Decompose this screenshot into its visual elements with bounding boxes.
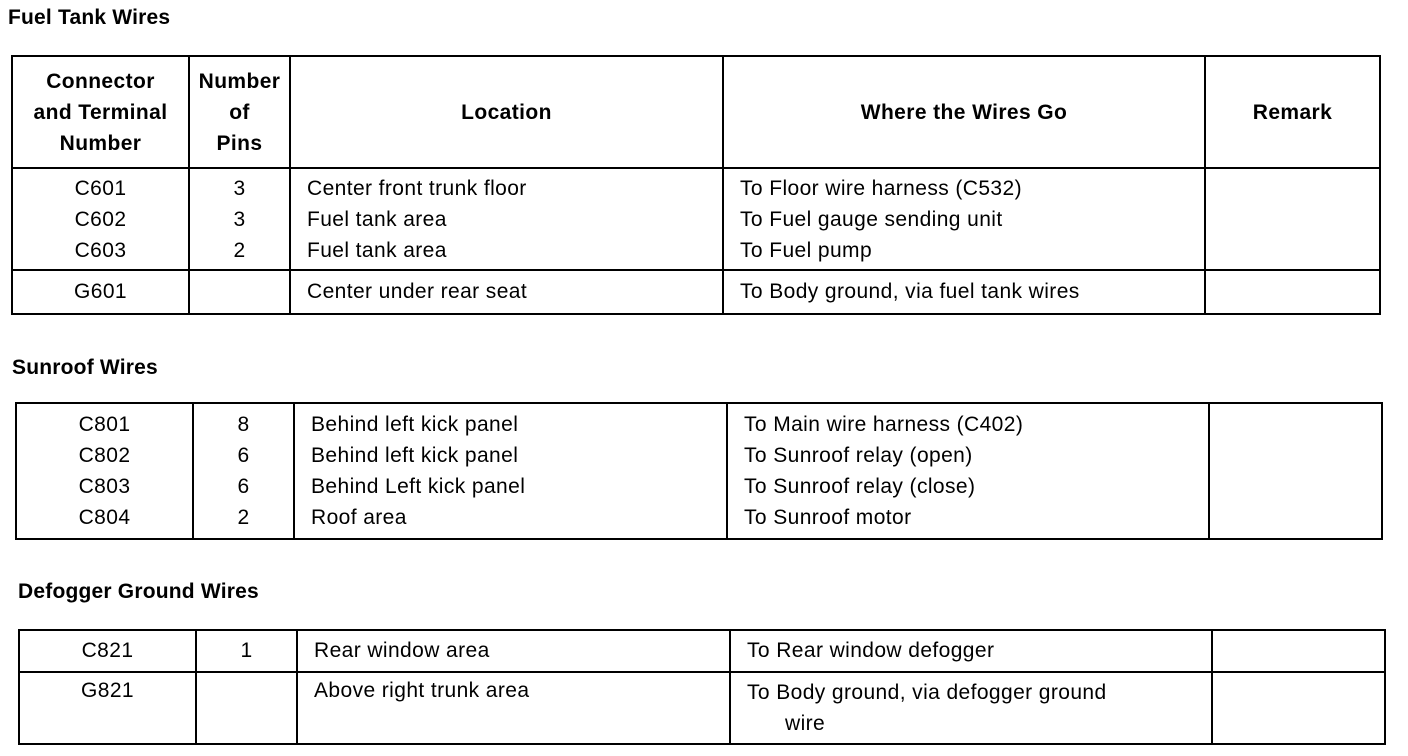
pin-count: 3 (233, 176, 246, 200)
connector-number: C602 (74, 207, 127, 231)
connector-number: C601 (74, 176, 127, 200)
connector-number: G821 (19, 672, 196, 744)
pin-count: 6 (237, 444, 250, 467)
header-connector-line: and Terminal (33, 100, 168, 124)
where-text: To Sunroof relay (open) (744, 444, 973, 467)
fuel-section-title: Fuel Tank Wires (8, 6, 171, 29)
location-cell (294, 403, 727, 539)
sunroof-section-title: Sunroof Wires (12, 356, 158, 379)
where-text: To Rear window defogger (730, 630, 1212, 672)
remark-cell (1205, 168, 1380, 270)
header-connector-line: Connector (46, 69, 155, 93)
where-text: To Body ground, via defogger ground (747, 681, 1107, 704)
remark-cell (1209, 403, 1382, 539)
location-text: Rear window area (297, 630, 730, 672)
location-text: Center under rear seat (290, 270, 723, 314)
table-row (19, 630, 1385, 672)
location-text: Roof area (311, 506, 407, 529)
remark-cell (1212, 672, 1385, 744)
table-row (12, 270, 1380, 314)
where-text: To Body ground, via fuel tank wires (723, 270, 1205, 314)
connector-number: C804 (78, 506, 131, 529)
pin-count: 8 (237, 413, 250, 436)
connector-number: C821 (19, 630, 196, 672)
connector-cell (16, 403, 193, 539)
location-text: Behind left kick panel (311, 444, 519, 467)
connector-number: C801 (78, 413, 131, 436)
table-row-group (12, 168, 1380, 270)
where-text: To Sunroof motor (744, 506, 912, 529)
remark-cell (1212, 630, 1385, 672)
pin-count (189, 270, 290, 314)
where-cell (723, 168, 1205, 270)
pin-count: 2 (237, 506, 250, 529)
header-pins (189, 56, 290, 168)
where-cell (727, 403, 1209, 539)
pin-count: 2 (233, 238, 246, 262)
header-connector (12, 56, 189, 168)
connector-number: C803 (78, 475, 131, 498)
header-pins-line: Number (198, 69, 281, 93)
where-cell (730, 672, 1212, 744)
where-text-continued: wire (785, 712, 826, 735)
location-text: Above right trunk area (297, 672, 730, 744)
header-connector-line: Number (59, 131, 142, 155)
pin-count: 6 (237, 475, 250, 498)
where-text: To Fuel pump (740, 238, 873, 262)
fuel-tank-table (11, 55, 1381, 315)
location-cell (290, 168, 723, 270)
location-text: Fuel tank area (307, 238, 447, 262)
pin-count: 3 (233, 207, 246, 231)
connector-number: G601 (12, 270, 189, 314)
header-row (12, 56, 1380, 168)
header-location: Location (290, 56, 723, 168)
sunroof-table (15, 402, 1383, 540)
pins-cell (193, 403, 294, 539)
remark-cell (1205, 270, 1380, 314)
header-pins-line: of (229, 100, 250, 124)
pin-count (196, 672, 297, 744)
pins-cell (189, 168, 290, 270)
where-text: To Floor wire harness (C532) (740, 176, 1022, 200)
where-text: To Main wire harness (C402) (744, 413, 1024, 436)
table-row-group (16, 403, 1382, 539)
location-text: Fuel tank area (307, 207, 447, 231)
header-remark: Remark (1205, 56, 1380, 168)
connector-cell (12, 168, 189, 270)
location-text: Behind left kick panel (311, 413, 519, 436)
defogger-section-title: Defogger Ground Wires (18, 580, 259, 603)
where-text: To Sunroof relay (close) (744, 475, 976, 498)
header-pins-line: Pins (216, 131, 263, 155)
connector-number: C603 (74, 238, 127, 262)
pin-count: 1 (196, 630, 297, 672)
header-where: Where the Wires Go (723, 56, 1205, 168)
location-text: Center front trunk floor (307, 176, 527, 200)
where-text: To Fuel gauge sending unit (740, 207, 1003, 231)
table-row (19, 672, 1385, 744)
location-text: Behind Left kick panel (311, 475, 526, 498)
defogger-table (18, 629, 1386, 745)
connector-number: C802 (78, 444, 131, 467)
